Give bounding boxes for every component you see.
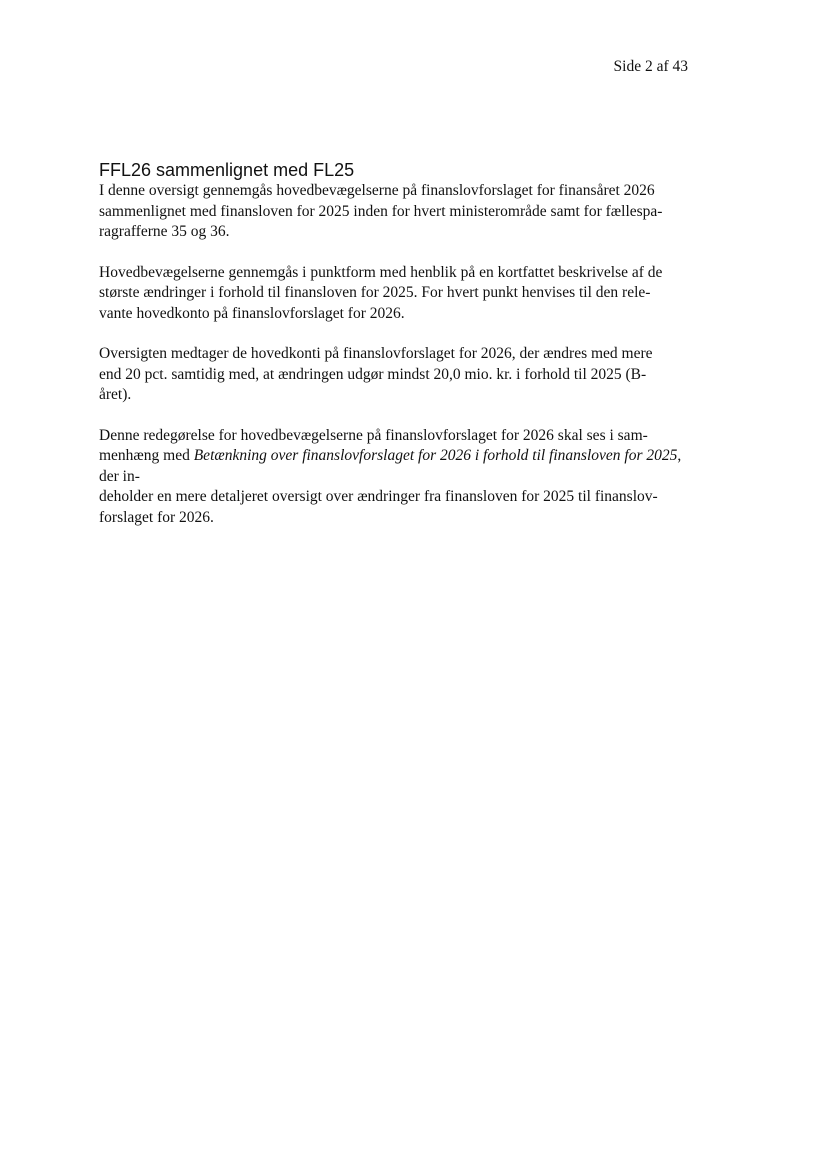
paragraph-line: Denne redegørelse for hovedbevægelserne på finanslovforslaget for 2026 skal ses i sam- (99, 426, 648, 444)
paragraph-line: sammenlignet med finansloven for 2025 inden for hvert ministerområde samt for fællespa- (99, 202, 663, 220)
paragraph-line: I denne oversigt gennemgås hovedbevægelserne på finanslovforslaget for finansåret 2026 (99, 182, 655, 199)
paragraph-intro (99, 181, 689, 243)
paragraph-line: ragrafferne 35 og 36. (99, 223, 230, 240)
paragraph-line: menhæng med (99, 447, 194, 464)
paragraph-line: Hovedbevægelserne gennemgås i punktform med henblik på en kortfattet beskrivelse af de (99, 263, 663, 281)
paragraph-line: vante hovedkonto på finanslovforslaget for 2026. (99, 304, 405, 322)
paragraph-reference (99, 426, 689, 529)
paragraph-line: end 20 pct. samtidig med, at ændringen udgør mindst 20,0 mio. kr. i forhold til 2025 (B- (99, 365, 647, 383)
page-number: Side 2 af 43 (613, 58, 688, 75)
paragraph-line: året). (99, 386, 132, 403)
paragraph-method (99, 263, 689, 325)
paragraph-line: største ændringer i forhold til finansloven for 2025. For hvert punkt henvises til den rele- (99, 284, 651, 301)
main-content (99, 159, 689, 548)
paragraph-criteria (99, 344, 689, 406)
report-title-reference: Betænkning over finanslovforslaget for 2026 i forhold til finansloven for 2025 (193, 447, 678, 464)
paragraph-line: forslaget for 2026. (99, 508, 214, 526)
paragraph-line: Oversigten medtager de hovedkonti på finanslovforslaget for 2026, der ændres med mere (99, 345, 653, 362)
section-heading: FFL26 sammenlignet med FL25 (99, 160, 355, 180)
paragraph-line: , der in- (99, 447, 682, 485)
paragraph-line: deholder en mere detaljeret oversigt over ændringer fra finansloven for 2025 til finanslov- (99, 488, 658, 505)
